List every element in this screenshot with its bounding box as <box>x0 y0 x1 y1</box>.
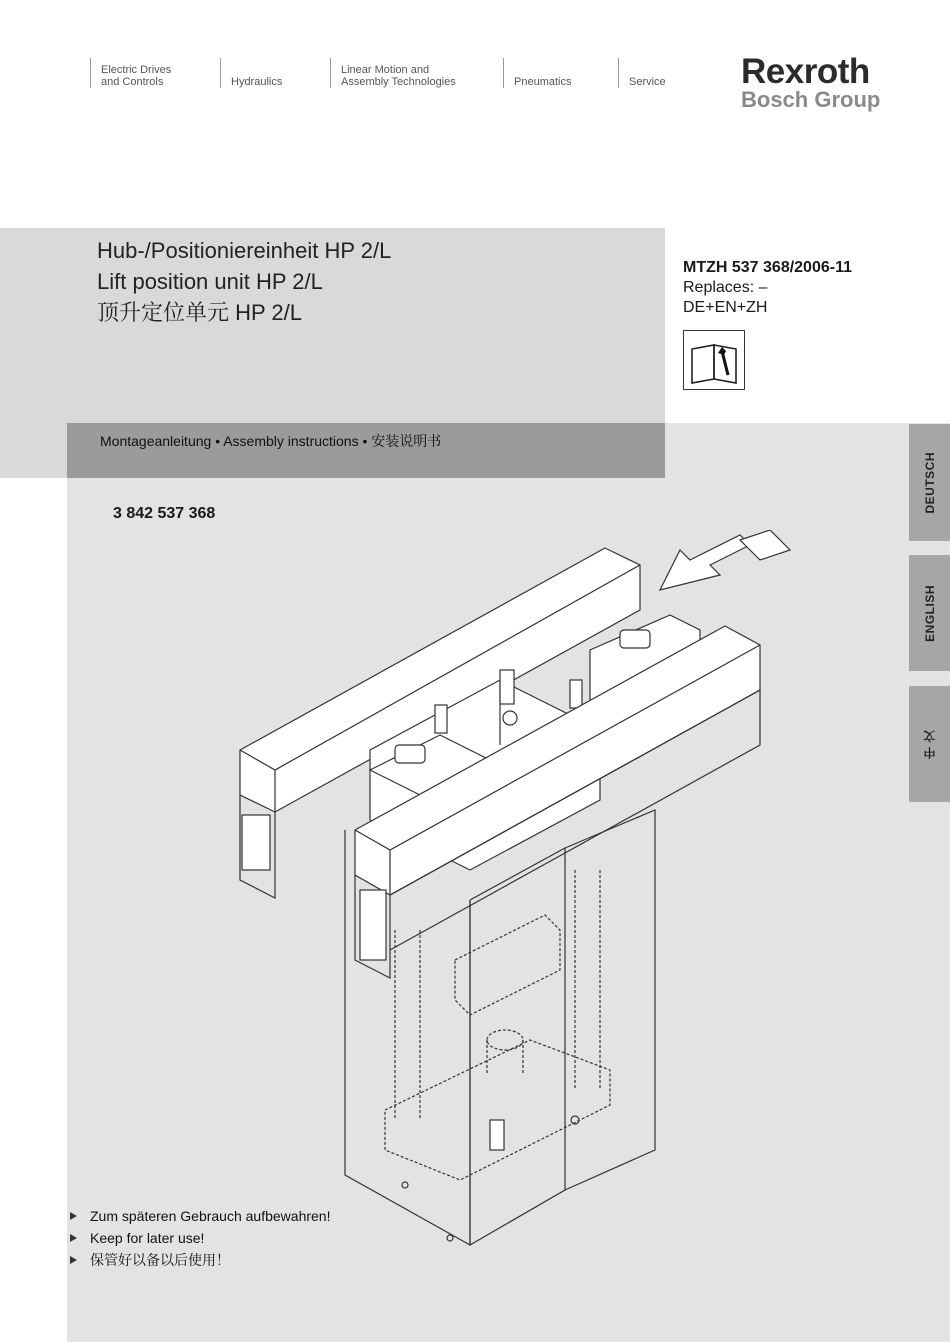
tab-label: DEUTSCH <box>922 451 937 514</box>
bullet-triangle-icon <box>70 1234 77 1242</box>
nav-hydraulics[interactable] <box>220 58 328 88</box>
nav-label: Pneumatics <box>514 76 572 88</box>
document-titles <box>97 235 391 328</box>
nav-pneumatics[interactable] <box>503 58 617 88</box>
document-code: MTZH 537 368/2006-11 <box>683 259 852 276</box>
nav-label: Linear Motion and Assembly Technologies <box>341 64 456 88</box>
tab-label: ENGLISH <box>922 584 937 642</box>
nav-label: Service <box>629 76 666 88</box>
keep-note-zh <box>70 1249 330 1271</box>
bullet-triangle-icon <box>70 1212 77 1220</box>
brand-name: Rexroth <box>741 52 870 91</box>
keep-note-de <box>70 1205 330 1227</box>
note-text: 保管好以备以后使用！ <box>90 1252 230 1268</box>
brand-group: Bosch Group <box>741 87 881 112</box>
manual-wrench-icon <box>683 330 745 390</box>
nav-linear-motion[interactable] <box>330 58 502 88</box>
replaces: Replaces: – <box>683 279 768 296</box>
nav-label: Electric Drives and Controls <box>101 64 172 88</box>
tab-deutsch[interactable] <box>909 424 950 541</box>
keep-notes <box>70 1205 330 1271</box>
lift-unit-drawing <box>220 530 800 1250</box>
tab-label: 中 文 <box>923 729 937 759</box>
nav-label: Hydraulics <box>231 76 283 88</box>
title-zh: 顶升定位单元 HP 2/L <box>97 300 302 325</box>
title-en: Lift position unit HP 2/L <box>97 269 323 294</box>
keep-note-en <box>70 1227 330 1249</box>
note-text: Zum späteren Gebrauch aufbewahren! <box>90 1208 331 1224</box>
band-left <box>0 423 67 478</box>
tab-english[interactable] <box>909 555 950 671</box>
rexroth-logo <box>741 54 880 111</box>
bullet-triangle-icon <box>70 1256 77 1264</box>
languages: DE+EN+ZH <box>683 299 768 316</box>
note-text: Keep for later use! <box>90 1230 205 1246</box>
tab-chinese[interactable] <box>909 686 950 802</box>
part-number: 3 842 537 368 <box>113 505 216 522</box>
document-info <box>683 258 852 318</box>
assembly-instructions-label: Montageanleitung • Assembly instructions • 安装说明书 <box>100 433 442 449</box>
title-de: Hub-/Positioniereinheit HP 2/L <box>97 238 392 263</box>
nav-electric-drives[interactable] <box>90 58 218 88</box>
nav-service[interactable] <box>618 58 708 88</box>
